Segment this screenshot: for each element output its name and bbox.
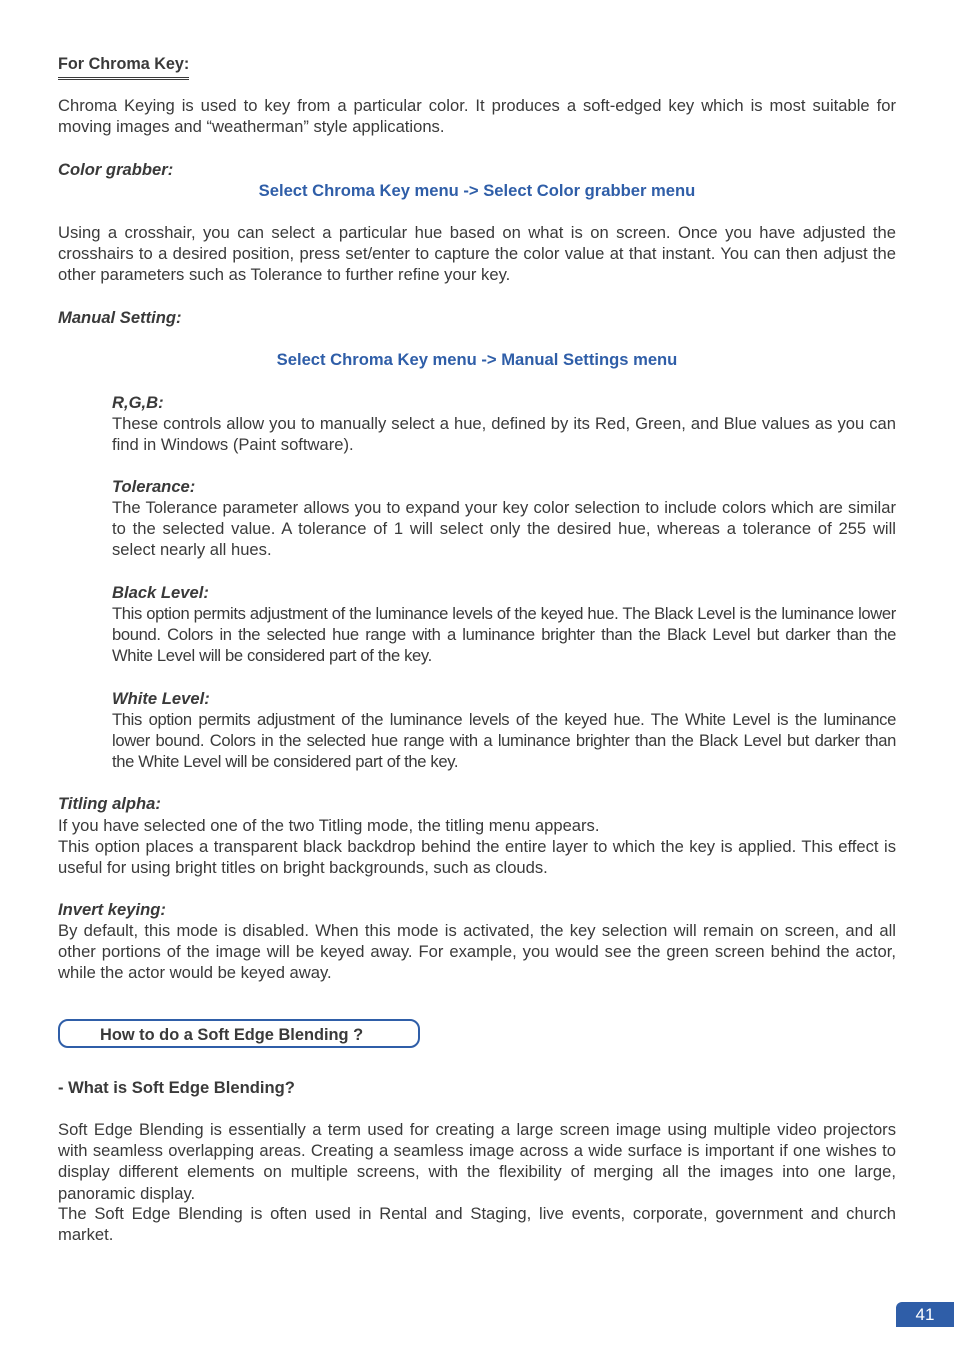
soft-edge-section-box — [58, 1019, 420, 1048]
black-level-label: Black Level: — [112, 583, 209, 602]
titling-alpha-label: Titling alpha: — [58, 794, 161, 813]
soft-edge-paragraph-2: The Soft Edge Blending is often used in Rental and Staging, live events, corporate, government and church market. — [58, 1204, 896, 1245]
color-grabber-text: Using a crosshair, you can select a particular hue based on what is on screen. Once you have adjusted the crosshairs to a desired position, press set/enter to capture the color value at that instant. You can then adjust the other parameters such as Tolerance to further refine your key. — [58, 223, 896, 285]
manual-setting-menu-path: Select Chroma Key menu -> Manual Settings menu — [276, 350, 678, 369]
intro-paragraph: Chroma Keying is used to key from a particular color. It produces a soft-edged key which is most suitable for moving images and “weatherman” style applications. — [58, 96, 896, 137]
invert-keying-label: Invert keying: — [58, 900, 166, 919]
tolerance-text: The Tolerance parameter allows you to expand your key color selection to include colors which are similar to the selected value. A tolerance of 1 will select only the desired hue, whereas a tolerance of 255 will select nearly all hues. — [112, 498, 896, 560]
titling-alpha-line2: This option places a transparent black backdrop behind the entire layer to which the key is applied. This effect is useful for using bright titles on bright backgrounds, such as clouds. — [58, 837, 896, 878]
white-level-text: This option permits adjustment of the luminance levels of the keyed hue. The White Level is the luminance lower bound. Colors in the selected hue range with a luminance brighter than the Black Level but darker than the White Level will be considered part of the key. — [112, 710, 896, 772]
rgb-label: R,G,B: — [112, 393, 164, 412]
color-grabber-label: Color grabber: — [58, 160, 174, 179]
tolerance-label: Tolerance: — [112, 477, 196, 496]
manual-setting-label: Manual Setting: — [58, 308, 182, 327]
color-grabber-menu-path: Select Chroma Key menu -> Select Color grabber menu — [258, 181, 696, 200]
invert-keying-text: By default, this mode is disabled. When this mode is activated, the key selection will remain on screen, and all other portions of the image will be keyed away. For example, you would see the green screen behind the actor, while the actor would be keyed away. — [58, 921, 896, 983]
white-level-label: White Level: — [112, 689, 210, 708]
section-heading: For Chroma Key: — [58, 54, 189, 80]
soft-edge-question: - What is Soft Edge Blending? — [58, 1078, 295, 1097]
page-number: 41 — [896, 1302, 954, 1327]
soft-edge-box-title: How to do a Soft Edge Blending ? — [100, 1026, 364, 1044]
black-level-text: This option permits adjustment of the luminance levels of the keyed hue. The Black Level is the luminance lower bound. Colors in the selected hue range with a luminance brighter than the Black Level but darker than the White Level will be considered part of the key. — [112, 604, 896, 666]
titling-alpha-line1: If you have selected one of the two Titling mode, the titling menu appears. — [58, 816, 600, 835]
soft-edge-paragraph-1: Soft Edge Blending is essentially a term used for creating a large screen image using multiple video projectors with seamless overlapping areas. Creating a seamless image across a wide surface is important if one wishes to display different elements on multiple screens, with the flexibility of merging all the images into one large, panoramic display. — [58, 1120, 896, 1203]
rgb-text: These controls allow you to manually select a hue, defined by its Red, Green, and Blue values as you can find in Windows (Paint software). — [112, 414, 896, 455]
